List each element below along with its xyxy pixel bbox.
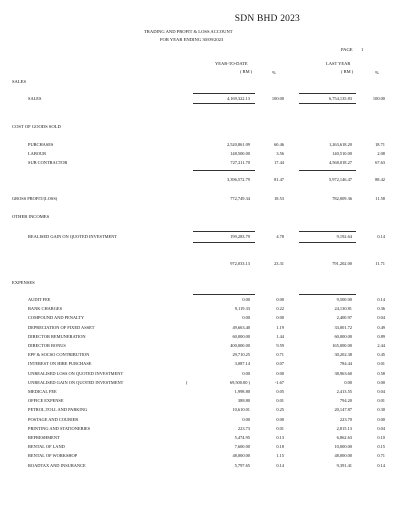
expense-row-12-ytd: 10,610.01: [232, 407, 250, 413]
expense-row-4-ytd: 60,000.00: [232, 333, 250, 339]
col-header-ly: LAST YEAR: [326, 61, 351, 66]
cogs-row-0-ytd: 2,520,861.09: [226, 142, 250, 147]
cogs-total-pct2: 88.42: [375, 177, 385, 182]
expense-row-4-ly: 60,000.00: [334, 333, 352, 339]
expense-row-14-pct: 0.01: [276, 425, 284, 431]
col-header-pct: %: [272, 70, 276, 75]
expense-row-9-pct2: 0.00: [377, 379, 385, 385]
expense-row-11-pct2: 0.01: [377, 398, 385, 404]
expense-row-16-pct2: 0.15: [377, 444, 385, 450]
expense-row-16-ly: 10,000.00: [334, 444, 352, 450]
expense-row-9-ytd: 69,500.00 ): [229, 379, 250, 385]
expense-row-3-pct2: 0.49: [377, 324, 385, 330]
gross-profit-label: GROSS PROFIT/(LOSS): [12, 196, 58, 201]
cogs-row-0-ly: 1,263,618.20: [328, 142, 352, 147]
expense-row-13-pct2: 0.00: [377, 416, 385, 422]
expense-row-17-pct2: 0.71: [377, 453, 385, 459]
cogs-row-0-pct2: 18.71: [375, 142, 385, 147]
col-header-ytd-unit: ( RM ): [240, 69, 253, 74]
expense-row-16-label: RENTAL OF LAND: [28, 444, 65, 450]
cogs-row-1-ytd: 148,500.00: [230, 151, 250, 156]
expense-row-5-label: DIRECTOR BONUS: [28, 343, 66, 348]
expense-row-2-pct: 0.00: [276, 315, 284, 321]
expense-row-10-ly: 2,413.55: [336, 389, 352, 394]
expense-row-11-label: OFFICE EXPENSE: [28, 398, 64, 404]
underline-sales-total-ytd: [193, 103, 255, 104]
underline-cogs-ly: [299, 170, 356, 171]
expense-row-2-ytd: 0.00: [242, 315, 250, 321]
expense-row-5-pct: 9.59: [276, 343, 284, 348]
expense-row-18-pct: 0.14: [276, 462, 284, 468]
expense-row-4-pct2: 0.89: [377, 333, 385, 339]
sales-row-ly: 6,754,135.83: [328, 96, 352, 101]
expense-row-16-pct: 0.18: [276, 444, 284, 450]
expense-row-3-pct: 1.19: [276, 324, 284, 330]
realised-gain-ytd: 199,283.79: [230, 234, 250, 239]
realised-gain-ly: 9,192.64: [336, 234, 352, 239]
expense-row-15-ytd: 5,474.95: [234, 435, 250, 440]
expense-row-10-label: MEDICAL FEE: [28, 389, 57, 394]
cogs-total-ly: 5,972,146.47: [328, 177, 352, 182]
underline-sales-total-ly: [299, 103, 356, 104]
expense-row-17-ytd: 48,000.00: [232, 453, 250, 459]
underline-income-ly: [299, 231, 356, 232]
expense-row-10-pct: 0.05: [276, 389, 284, 394]
expense-row-7-label: INTEREST ON HIRE PURCHASE: [28, 361, 92, 367]
expense-row-17-ly: 48,000.00: [334, 453, 352, 459]
cogs-row-2-ly: 4,568,018.27: [328, 160, 352, 165]
expense-row-3-ly: 33,001.72: [334, 324, 352, 330]
expense-row-16-ytd: 7,600.00: [234, 444, 250, 450]
cogs-total-pct: 81.47: [274, 177, 284, 182]
expense-row-14-ytd: 223.73: [237, 425, 250, 431]
income-total-ly: 791,202.00: [332, 261, 352, 266]
expense-row-7-pct: 0.07: [276, 361, 284, 367]
expense-row-1-pct: 0.22: [276, 306, 284, 312]
expense-row-9-ly: 0.00: [344, 379, 352, 385]
income-total-pct: 23.31: [274, 261, 284, 266]
expense-row-6-ly: 30,202.38: [334, 352, 352, 358]
realised-gain-pct2: 0.14: [377, 234, 385, 239]
col-header-pct2: %: [375, 70, 379, 75]
gross-profit-pct2: 11.58: [375, 196, 385, 201]
expense-row-7-ytd: 3,087.14: [234, 361, 250, 367]
expense-row-18-pct2: 0.14: [377, 462, 385, 468]
expense-row-13-pct: 0.00: [276, 416, 284, 422]
expense-row-18-ly: 9,391.41: [336, 462, 352, 468]
underline-realised-ly: [299, 242, 356, 243]
expense-row-6-pct2: 0.45: [377, 352, 385, 358]
gross-profit-pct: 18.53: [274, 196, 284, 201]
expense-row-8-pct: 0.00: [276, 370, 284, 376]
col-header-ly-unit: ( RM ): [341, 69, 354, 74]
expense-row-0-ytd: 0.00: [242, 297, 250, 302]
expense-row-12-label: PETROL,TOLL AND PARKING: [28, 407, 88, 413]
expense-row-11-ly: 794.20: [339, 398, 352, 404]
expense-row-3-ytd: 49,663.40: [232, 324, 250, 330]
section-cogs: COST OF GOODS SOLD: [12, 124, 61, 129]
cogs-row-1-pct2: 2.08: [377, 151, 385, 156]
expense-row-8-ly: 38,963.60: [334, 370, 352, 376]
expense-row-5-ytd: 400,000.00: [230, 343, 250, 348]
realised-gain-pct: 4.78: [276, 234, 284, 239]
underline-cogs-ytd: [193, 170, 255, 171]
expense-row-6-ytd: 29,710.25: [232, 352, 250, 358]
realised-gain-label: REALISED GAIN ON QUOTED INVESTMENT: [28, 234, 118, 239]
cogs-row-2-pct: 17.44: [274, 160, 284, 165]
expense-row-18-label: ROADTAX AND INSURANCE: [28, 462, 86, 468]
expense-row-13-label: POSTAGE AND COURIER: [28, 416, 79, 422]
gross-profit-ly: 782,009.36: [332, 196, 352, 201]
cogs-row-0-pct: 60.46: [274, 142, 284, 147]
sales-row-label: SALES: [28, 96, 42, 101]
expense-row-17-pct: 1.15: [276, 453, 284, 459]
expense-row-12-ly: 20,147.87: [334, 407, 352, 413]
expense-row-9-paren: (: [186, 379, 188, 385]
expense-row-11-pct: 0.01: [276, 398, 284, 404]
expense-row-2-pct2: 0.04: [377, 315, 385, 321]
expense-row-2-label: COMPOUND AND PENALTY: [28, 315, 85, 321]
expense-row-0-pct: 0.00: [276, 297, 284, 302]
expense-row-12-pct: 0.25: [276, 407, 284, 413]
cogs-row-1-ly: 140,510.00: [332, 151, 352, 156]
expense-row-5-ly: 165,000.00: [332, 343, 352, 348]
expense-row-6-label: EPF & SOCSO CONTRIBUTION: [28, 352, 90, 358]
cogs-row-2-ytd: 727,211.70: [230, 160, 250, 165]
expense-row-9-label: UNREALISED GAIN ON QUOTED INVESTMENT: [28, 379, 124, 385]
expense-row-8-pct2: 0.58: [377, 370, 385, 376]
expense-row-10-pct2: 0.04: [377, 389, 385, 394]
cogs-row-1-label: LABOUR: [28, 151, 47, 156]
report-period: FOR YEAR ENDING 30/09/2023: [160, 37, 224, 42]
expense-row-15-pct: 0.13: [276, 435, 284, 440]
page-label: PAGE: [341, 47, 353, 52]
expense-row-13-ly: 223.70: [339, 416, 352, 422]
expense-row-0-pct2: 0.14: [377, 297, 385, 302]
expense-row-7-ly: 784.44: [339, 361, 352, 367]
expense-row-2-ly: 2,400.97: [336, 315, 352, 321]
income-total-ytd: 972,033.13: [230, 261, 250, 266]
expense-row-8-ytd: 0.00: [242, 370, 250, 376]
expense-row-15-label: REFRESHMENT: [28, 435, 60, 440]
expense-row-1-ly: 24,130.81: [334, 306, 352, 312]
cogs-row-2-pct2: 67.63: [375, 160, 385, 165]
underline-sales-ytd: [193, 93, 255, 94]
report-title: TRADING AND PROFIT & LOSS ACCOUNT: [144, 29, 233, 34]
expense-row-10-ytd: 1,998.80: [234, 389, 250, 394]
expense-row-15-ly: 6,862.63: [336, 435, 352, 440]
expense-row-5-pct2: 2.44: [377, 343, 385, 348]
expense-row-4-label: DIRECTOR REMUNERATION: [28, 333, 86, 339]
expense-row-15-pct2: 0.10: [377, 435, 385, 440]
cogs-row-1-pct: 3.56: [276, 151, 284, 156]
underline-sales-ly: [299, 93, 356, 94]
expense-row-1-ytd: 9,119.33: [234, 306, 250, 312]
expense-row-9-pct: -1.67: [274, 379, 284, 385]
section-sales: SALES: [12, 79, 27, 84]
underline-exp-ly: [299, 294, 356, 295]
section-expenses: EXPENSES: [12, 280, 35, 285]
expense-row-0-label: AUDIT FEE: [28, 297, 51, 302]
income-total-pct2: 11.71: [375, 261, 385, 266]
col-header-ytd: YEAR-TO-DATE: [215, 61, 248, 66]
expense-row-7-pct2: 0.01: [377, 361, 385, 367]
expense-row-13-ytd: 0.00: [242, 416, 250, 422]
expense-row-6-pct: 0.71: [276, 352, 284, 358]
section-other-incomes: OTHER INCOMES: [12, 214, 50, 219]
underline-income-ytd: [193, 231, 255, 232]
expense-row-14-ly: 2,815.13: [336, 425, 352, 431]
expense-row-1-pct2: 0.36: [377, 306, 385, 312]
sales-row-ytd: 4,169,322.13: [226, 96, 250, 101]
expense-row-4-pct: 1.44: [276, 333, 284, 339]
expense-row-18-ytd: 5,797.65: [234, 462, 250, 468]
underline-realised-ytd: [193, 242, 255, 243]
sales-row-pct: 100.00: [271, 96, 284, 101]
sales-row-pct2: 100.00: [372, 96, 385, 101]
page-number: 1: [361, 47, 364, 52]
expense-row-14-label: PRINTING AND STATIONERIES: [28, 425, 91, 431]
expense-row-14-pct2: 0.04: [377, 425, 385, 431]
gross-profit-ytd: 772,749.34: [230, 196, 250, 201]
expense-row-17-label: RENTAL OF WORKSHOP: [28, 453, 78, 459]
expense-row-1-label: BANK CHARGES: [28, 306, 63, 312]
underline-exp-ytd: [193, 294, 255, 295]
expense-row-0-ly: 9,500.00: [336, 297, 352, 302]
company-name: SDN BHD 2023: [234, 14, 300, 24]
expense-row-3-label: DEPRECIATION OF FIXED ASSET: [28, 324, 95, 330]
expense-row-12-pct2: 0.30: [377, 407, 385, 413]
cogs-row-2-label: SUB CONTRACTOR: [28, 160, 68, 165]
expense-row-11-ytd: 388.80: [237, 398, 250, 404]
cogs-row-0-label: PURCHASES: [28, 142, 54, 147]
expense-row-8-label: UNREALISED LOSS ON QUOTED INVESTMENT: [28, 370, 124, 376]
cogs-total-ytd: 3,396,572.79: [226, 177, 250, 182]
